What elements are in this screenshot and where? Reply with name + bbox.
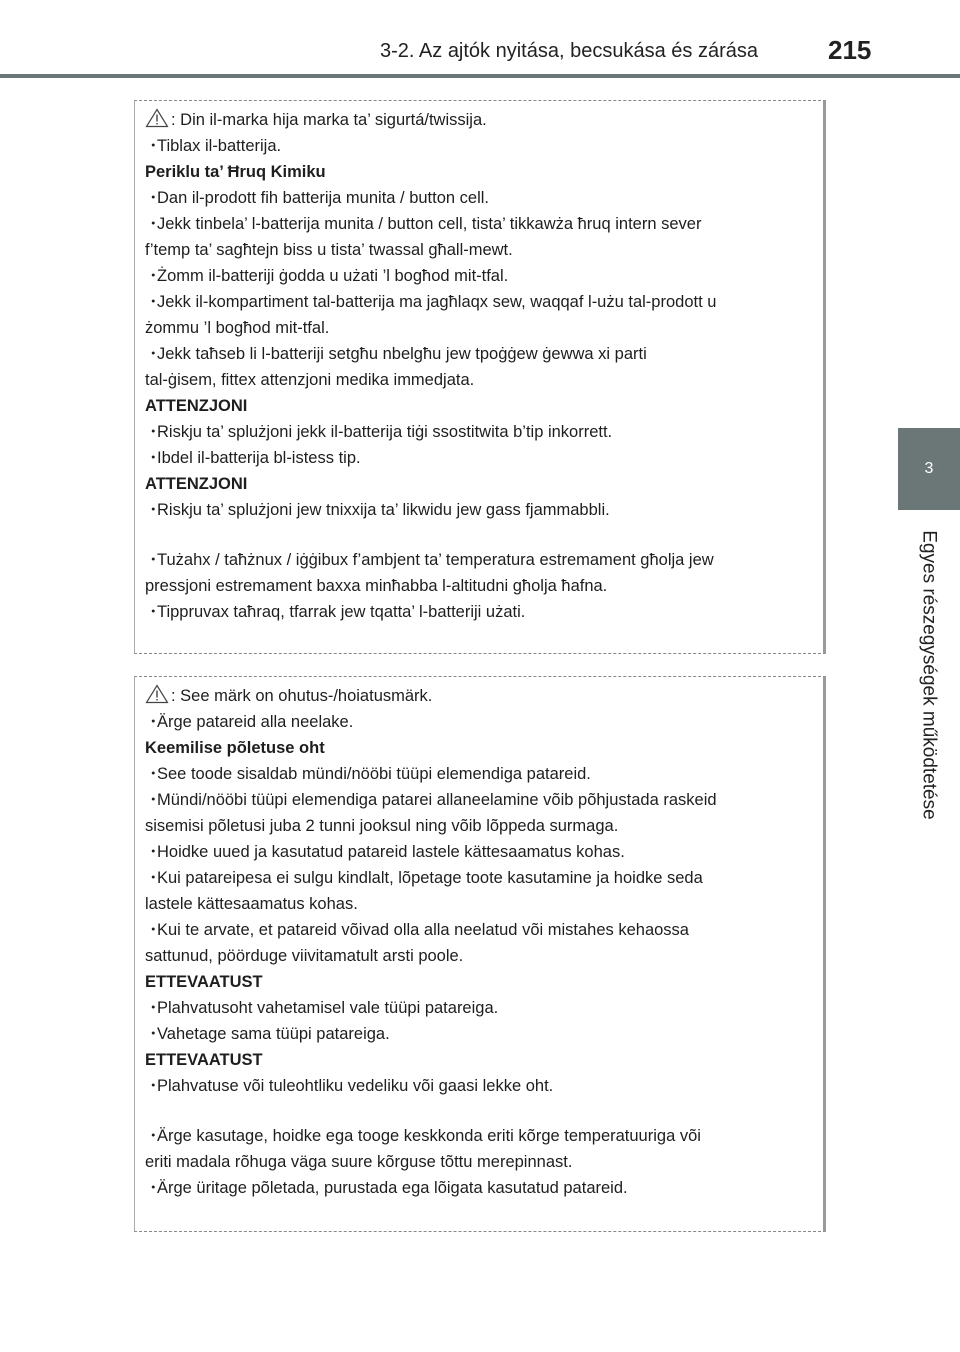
- line-text: Jekk tinbela’ l-batterija munita / button cell, tista’ tikkawża ħruq intern sever: [157, 215, 702, 233]
- section-heading: [145, 735, 813, 761]
- bullet-mark: ・: [145, 501, 162, 519]
- text-line: [145, 709, 813, 735]
- line-text: Ärge patareid alla neelake.: [157, 713, 354, 731]
- line-text: Dan il-prodott fih batterija munita / button cell.: [157, 189, 490, 207]
- line-text: Tippruvax taħraq, tfarrak jew tqatta’ l-batteriji użati.: [157, 603, 526, 621]
- line-text: Periklu ta’ Ħruq Kimiku: [145, 163, 326, 181]
- text-line: [145, 761, 813, 787]
- text-line: [145, 367, 813, 393]
- line-text: Mündi/nööbi tüüpi elemendiga patarei allaneelamine võib põhjustada raskeid: [157, 791, 717, 809]
- line-text: eriti madala rõhuga väga suure kõrguse tõttu merepinnast.: [145, 1153, 573, 1171]
- chapter-tab: [898, 428, 960, 510]
- maltese-lines: [145, 133, 813, 625]
- bullet-mark: ・: [145, 189, 162, 207]
- text-line: [145, 341, 813, 367]
- bullet-mark: ・: [145, 791, 162, 809]
- text-line: [145, 1021, 813, 1047]
- text-line: [145, 787, 813, 813]
- text-line: [145, 497, 813, 523]
- bullet-mark: ・: [145, 603, 162, 621]
- warning-box-maltese: [134, 100, 826, 654]
- line-text: Plahvatusoht vahetamisel vale tüüpi patareiga.: [157, 999, 499, 1017]
- line-text: Ärge üritage põletada, purustada ega lõigata kasutatud patareid.: [157, 1179, 628, 1197]
- line-text: ATTENZJONI: [145, 397, 248, 415]
- paragraph-gap: [145, 523, 813, 547]
- bullet-mark: ・: [145, 999, 162, 1017]
- line-text: Plahvatuse või tuleohtliku vedeliku või gaasi lekke oht.: [157, 1077, 554, 1095]
- text-line: [145, 547, 813, 573]
- chapter-title: Egyes részegységek működtetése: [919, 530, 941, 820]
- text-line: [145, 839, 813, 865]
- bullet-mark: ・: [145, 215, 162, 233]
- section-heading: [145, 1047, 813, 1073]
- section-heading: [145, 393, 813, 419]
- bullet-mark: ・: [145, 267, 162, 285]
- bullet-mark: ・: [145, 423, 162, 441]
- line-text: Tużahx / taħżnux / iġġibux f’ambjent ta’ temperatura estremament għolja jew: [157, 551, 714, 569]
- bullet-mark: ・: [145, 137, 162, 155]
- line-text: Żomm il-batteriji ġodda u użati ’l bogħod mit-tfal.: [157, 267, 509, 285]
- text-line: [145, 185, 813, 211]
- bullet-mark: ・: [145, 1179, 162, 1197]
- line-text: pressjoni estremament baxxa minħabba l-altitudni għolja ħafna.: [145, 577, 608, 595]
- line-text: tal-ġisem, fittex attenzjoni medika immedjata.: [145, 371, 475, 389]
- line-text: ETTEVAATUST: [145, 1051, 263, 1069]
- warning-mark-line: [145, 683, 813, 709]
- text-line: [145, 813, 813, 839]
- line-text: Kui te arvate, et patareid võivad olla alla neelatud või mistahes kehaossa: [157, 921, 689, 939]
- warning-mark-line: [145, 107, 813, 133]
- text-line: [145, 289, 813, 315]
- bullet-mark: ・: [145, 345, 162, 363]
- line-text: Jekk il-kompartiment tal-batterija ma jagħlaqx sew, waqqaf l-użu tal-prodott u: [157, 293, 717, 311]
- line-text: sisemisi põletusi juba 2 tunni jooksul ning võib lõppeda surmaga.: [145, 817, 619, 835]
- chapter-number: 3: [924, 460, 934, 477]
- line-text: Riskju ta’ splużjoni jekk il-batterija tiġi ssostitwita b’tip inkorrett.: [157, 423, 613, 441]
- text-line: [145, 865, 813, 891]
- text-line: [145, 1073, 813, 1099]
- line-text: ATTENZJONI: [145, 475, 248, 493]
- bullet-mark: ・: [145, 921, 162, 939]
- text-line: [145, 943, 813, 969]
- text-line: [145, 211, 813, 237]
- line-text: Hoidke uued ja kasutatud patareid lastele kättesaamatus kohas.: [157, 843, 625, 861]
- line-text: Vahetage sama tüüpi patareiga.: [157, 1025, 390, 1043]
- line-text: Ibdel il-batterija bl-istess tip.: [157, 449, 361, 467]
- section-heading: [145, 159, 813, 185]
- warning-triangle-icon: [145, 684, 169, 704]
- warning-triangle-icon: [145, 108, 169, 128]
- section-heading: [145, 471, 813, 497]
- estonian-lines: [145, 709, 813, 1201]
- line-text: lastele kättesaamatus kohas.: [145, 895, 358, 913]
- line-text: ETTEVAATUST: [145, 973, 263, 991]
- warning-box-estonian: [134, 676, 826, 1232]
- bullet-mark: ・: [145, 551, 162, 569]
- line-text: Ärge kasutage, hoidke ega tooge keskkonda eriti kõrge temperatuuriga või: [157, 1127, 701, 1145]
- text-line: [145, 1123, 813, 1149]
- line-text: Jekk taħseb li l-batteriji setgħu nbelgħu jew tpoġġew ġewwa xi parti: [157, 345, 647, 363]
- bullet-mark: ・: [145, 869, 162, 887]
- bullet-mark: ・: [145, 713, 162, 731]
- line-text: sattunud, pöörduge viivitamatult arsti poole.: [145, 947, 464, 965]
- bullet-mark: ・: [145, 449, 162, 467]
- text-line: [145, 995, 813, 1021]
- header-rule: [0, 74, 960, 78]
- warning-mark-label: : See märk on ohutus-/hoiatusmärk.: [171, 687, 433, 705]
- bullet-mark: ・: [145, 843, 162, 861]
- bullet-mark: ・: [145, 1127, 162, 1145]
- line-text: Kui patareipesa ei sulgu kindlalt, lõpetage toote kasutamine ja hoidke seda: [157, 869, 703, 887]
- bullet-mark: ・: [145, 293, 162, 311]
- text-line: [145, 419, 813, 445]
- line-text: żommu ’l bogħod mit-tfal.: [145, 319, 330, 337]
- text-line: [145, 133, 813, 159]
- line-text: Riskju ta’ splużjoni jew tnixxija ta’ likwidu jew gass fjammabbli.: [157, 501, 610, 519]
- text-line: [145, 315, 813, 341]
- running-header-title: 3-2. Az ajtók nyitása, becsukása és zárása: [380, 40, 758, 62]
- text-line: [145, 263, 813, 289]
- warning-mark-label: : Din il-marka hija marka ta’ sigurtá/twissija.: [171, 111, 487, 129]
- page-number: 215: [828, 35, 872, 65]
- bullet-mark: ・: [145, 765, 162, 783]
- text-line: [145, 1149, 813, 1175]
- text-line: [145, 891, 813, 917]
- text-line: [145, 573, 813, 599]
- bullet-mark: ・: [145, 1077, 162, 1095]
- section-heading: [145, 969, 813, 995]
- paragraph-gap: [145, 1099, 813, 1123]
- text-line: [145, 237, 813, 263]
- chapter-side-label: [898, 520, 960, 830]
- line-text: See toode sisaldab mündi/nööbi tüüpi elemendiga patareid.: [157, 765, 591, 783]
- line-text: Keemilise põletuse oht: [145, 739, 325, 757]
- text-line: [145, 917, 813, 943]
- text-line: [145, 445, 813, 471]
- line-text: Tiblax il-batterija.: [157, 137, 282, 155]
- text-line: [145, 1175, 813, 1201]
- text-line: [145, 599, 813, 625]
- line-text: f’temp ta’ sagħtejn biss u tista’ twassal għall-mewt.: [145, 241, 513, 259]
- bullet-mark: ・: [145, 1025, 162, 1043]
